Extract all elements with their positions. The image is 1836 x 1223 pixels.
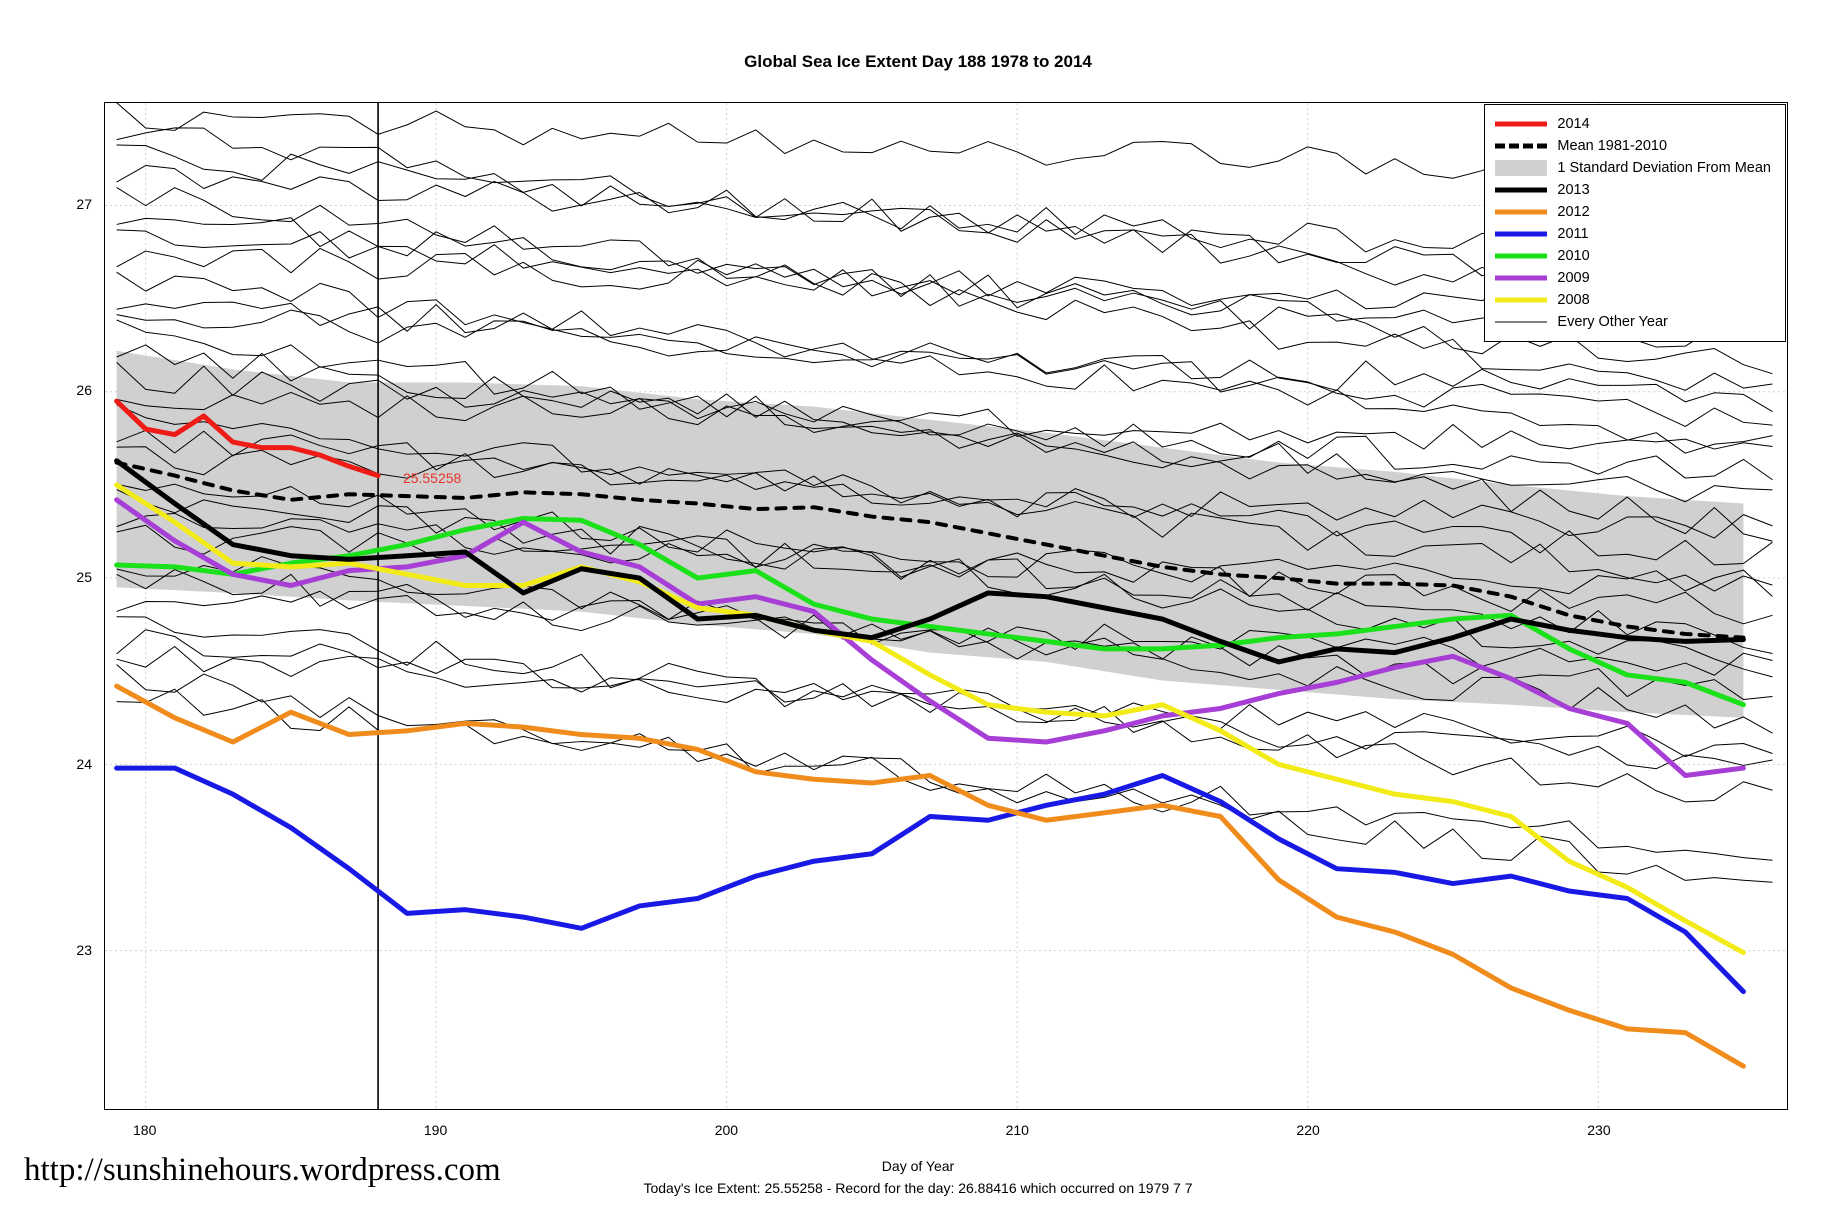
current-value-annotation: 25.55258	[402, 470, 462, 487]
chart-caption: Today's Ice Extent: 25.55258 - Record for the day: 26.88416 which occurred on 1979 7 7	[643, 1180, 1193, 1196]
legend-swatch	[1495, 267, 1547, 289]
y-tick-label: 24	[76, 755, 92, 772]
legend-label: 2011	[1557, 226, 1589, 242]
site-watermark: http://sunshinehours.wordpress.com	[24, 1152, 501, 1188]
x-tick-label: 180	[133, 1122, 157, 1138]
legend-item	[1495, 289, 1771, 311]
legend-swatch	[1495, 223, 1547, 245]
legend-item	[1495, 157, 1771, 179]
legend-item	[1495, 311, 1771, 333]
y-tick-label: 23	[76, 942, 92, 959]
legend-label: Mean 1981-2010	[1557, 138, 1668, 154]
chart-title: Global Sea Ice Extent Day 188 1978 to 2014	[744, 52, 1092, 71]
legend-swatch	[1495, 245, 1547, 267]
legend-swatch	[1495, 311, 1547, 333]
legend-item	[1495, 201, 1771, 223]
x-tick-label: 220	[1296, 1122, 1320, 1138]
legend-swatch	[1495, 201, 1547, 223]
legend-item	[1495, 223, 1771, 245]
legend-label: 2013	[1557, 182, 1590, 198]
legend-swatch	[1495, 289, 1547, 311]
y-tick-label: 27	[76, 195, 92, 212]
x-axis-label: Day of Year	[881, 1158, 955, 1174]
y-tick-label: 25	[76, 569, 92, 585]
legend-label: 1 Standard Deviation From Mean	[1557, 160, 1771, 176]
legend-label: 2010	[1557, 248, 1590, 264]
legend-swatch	[1495, 113, 1547, 135]
legend-item	[1495, 245, 1771, 267]
y-tick-label: 26	[76, 382, 92, 399]
legend-label: 2009	[1557, 270, 1590, 286]
legend-swatch	[1495, 135, 1547, 157]
legend-label: 2008	[1557, 292, 1590, 308]
legend-swatch	[1495, 157, 1547, 179]
x-tick-label: 190	[423, 1122, 448, 1138]
legend-item	[1495, 135, 1771, 157]
legend-item	[1495, 267, 1771, 289]
legend-label: Every Other Year	[1557, 314, 1668, 330]
x-tick-label: 200	[714, 1122, 739, 1138]
x-tick-label: 230	[1587, 1122, 1611, 1138]
legend-item	[1495, 179, 1771, 201]
legend-swatch	[1495, 179, 1547, 201]
plot-area	[104, 102, 1788, 1110]
x-tick-label: 210	[1005, 1122, 1029, 1138]
legend-item	[1495, 113, 1771, 135]
chart-legend	[1484, 104, 1786, 342]
legend-label: 2012	[1557, 204, 1590, 220]
legend-label: 2014	[1557, 116, 1590, 132]
